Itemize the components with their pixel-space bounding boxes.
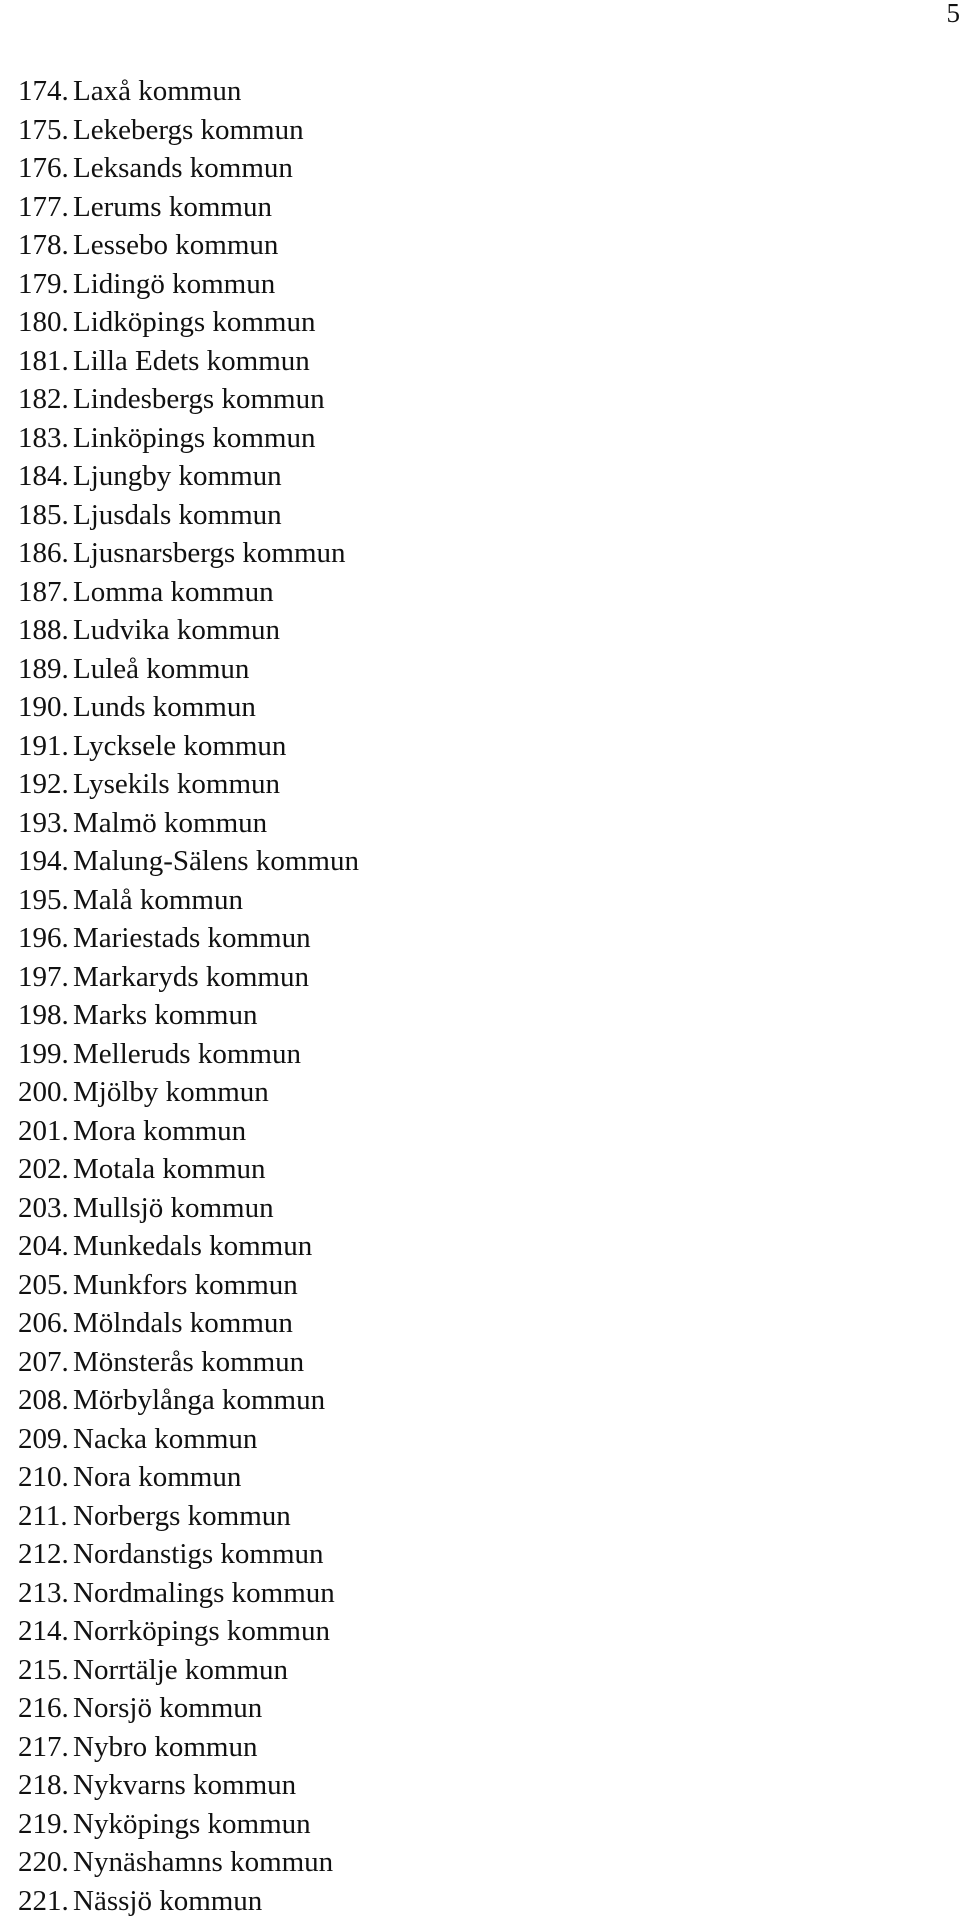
entry-number: 195.: [18, 883, 69, 916]
entry-name: Ludvika kommun: [73, 614, 281, 646]
entry-number: 220.: [18, 1846, 69, 1878]
list-item: [18, 727, 359, 766]
entry-number: 210.: [18, 1461, 69, 1493]
entry-number: 175.: [18, 113, 69, 146]
entry-number: 187.: [18, 575, 69, 608]
list-item: [18, 804, 359, 843]
entry-number: 178.: [18, 229, 69, 261]
entry-number: 202.: [18, 1153, 69, 1185]
list-item: [18, 650, 359, 689]
entry-name: Mölndals kommun: [73, 1307, 293, 1339]
list-item: [18, 419, 359, 458]
entry-name: Nora kommun: [73, 1461, 242, 1493]
list-item: [18, 111, 359, 150]
entry-number: 208.: [18, 1384, 69, 1416]
entry-name: Luleå kommun: [73, 652, 250, 685]
list-item: [18, 457, 359, 496]
entry-name: Lysekils kommun: [73, 768, 281, 800]
entry-number: 185.: [18, 498, 69, 531]
list-item: [18, 496, 359, 535]
entry-number: 211.: [18, 1499, 68, 1532]
entry-number: 192.: [18, 768, 69, 800]
entry-number: 181.: [18, 344, 69, 377]
entry-name: Malmö kommun: [73, 806, 268, 839]
entry-number: 183.: [18, 421, 69, 454]
entry-name: Laxå kommun: [73, 75, 242, 107]
list-item: [18, 1381, 359, 1420]
page-number: 5: [946, 0, 960, 28]
entry-name: Leksands kommun: [73, 152, 293, 184]
list-item: [18, 958, 359, 997]
entry-name: Malå kommun: [73, 883, 243, 916]
list-item: [18, 1227, 359, 1266]
entry-number: 219.: [18, 1807, 69, 1840]
entry-number: 174.: [18, 75, 69, 107]
entry-number: 206.: [18, 1307, 69, 1339]
entry-name: Mora kommun: [73, 1114, 247, 1147]
list-item: [18, 380, 359, 419]
entry-number: 215.: [18, 1653, 69, 1686]
entry-number: 190.: [18, 691, 69, 723]
list-item: [18, 1497, 359, 1536]
list-item: [18, 534, 359, 573]
list-item: [18, 149, 359, 188]
entry-number: 203.: [18, 1191, 69, 1224]
entry-name: Lekebergs kommun: [73, 113, 304, 146]
entry-name: Norrtälje kommun: [73, 1653, 289, 1686]
entry-name: Mariestads kommun: [73, 922, 311, 954]
entry-number: 189.: [18, 652, 69, 685]
entry-number: 198.: [18, 999, 69, 1031]
entry-name: Lidingö kommun: [73, 267, 276, 300]
list-item: [18, 919, 359, 958]
entry-name: Nybro kommun: [73, 1730, 258, 1763]
entry-name: Mullsjö kommun: [73, 1191, 274, 1224]
entry-number: 214.: [18, 1615, 69, 1647]
list-item: [18, 226, 359, 265]
list-item: [18, 996, 359, 1035]
entry-name: Lunds kommun: [73, 691, 256, 723]
list-item: [18, 1073, 359, 1112]
list-item: [18, 1035, 359, 1074]
entry-name: Mörbylånga kommun: [73, 1384, 326, 1416]
entry-name: Melleruds kommun: [73, 1037, 301, 1070]
list-item: [18, 1766, 359, 1805]
list-item: [18, 188, 359, 227]
entry-name: Nyköpings kommun: [73, 1807, 311, 1840]
entry-number: 176.: [18, 152, 69, 184]
kommun-list: [18, 72, 359, 1920]
list-item: [18, 1304, 359, 1343]
entry-name: Lilla Edets kommun: [73, 344, 310, 377]
list-item: [18, 1612, 359, 1651]
list-item: [18, 1420, 359, 1459]
entry-number: 179.: [18, 267, 69, 300]
entry-number: 218.: [18, 1769, 69, 1801]
entry-number: 184.: [18, 460, 69, 492]
entry-number: 209.: [18, 1422, 69, 1455]
entry-number: 221.: [18, 1884, 69, 1917]
entry-name: Mjölby kommun: [73, 1076, 269, 1108]
entry-name: Lomma kommun: [73, 575, 274, 608]
list-item: [18, 1266, 359, 1305]
entry-number: 204.: [18, 1230, 69, 1262]
entry-name: Markaryds kommun: [73, 960, 309, 993]
entry-number: 177.: [18, 190, 69, 223]
entry-number: 193.: [18, 806, 69, 839]
list-item: [18, 1651, 359, 1690]
entry-name: Lindesbergs kommun: [73, 383, 325, 415]
entry-name: Norbergs kommun: [73, 1499, 291, 1532]
list-item: [18, 342, 359, 381]
list-item: [18, 688, 359, 727]
entry-number: 186.: [18, 537, 69, 569]
entry-number: 191.: [18, 729, 69, 762]
entry-name: Lessebo kommun: [73, 229, 279, 261]
entry-name: Marks kommun: [73, 999, 258, 1031]
list-item: [18, 611, 359, 650]
entry-number: 194.: [18, 845, 69, 877]
entry-name: Mönsterås kommun: [73, 1345, 305, 1378]
entry-name: Ljusdals kommun: [73, 498, 282, 531]
list-item: [18, 1535, 359, 1574]
entry-number: 205.: [18, 1268, 69, 1301]
entry-name: Malung-Sälens kommun: [73, 845, 359, 877]
entry-name: Ljusnarsbergs kommun: [73, 537, 346, 569]
list-item: [18, 303, 359, 342]
entry-name: Linköpings kommun: [73, 421, 316, 454]
entry-name: Nacka kommun: [73, 1422, 258, 1455]
list-item: [18, 1189, 359, 1228]
entry-number: 197.: [18, 960, 69, 993]
entry-name: Nordanstigs kommun: [73, 1538, 324, 1570]
list-item: [18, 881, 359, 920]
entry-name: Nynäshamns kommun: [73, 1846, 334, 1878]
list-item: [18, 765, 359, 804]
entry-name: Ljungby kommun: [73, 460, 282, 492]
list-item: [18, 1458, 359, 1497]
entry-name: Nykvarns kommun: [73, 1769, 297, 1801]
entry-number: 199.: [18, 1037, 69, 1070]
list-item: [18, 1689, 359, 1728]
entry-number: 196.: [18, 922, 69, 954]
list-item: [18, 1343, 359, 1382]
entry-name: Nordmalings kommun: [73, 1576, 335, 1609]
entry-number: 217.: [18, 1730, 69, 1763]
entry-name: Munkfors kommun: [73, 1268, 298, 1301]
entry-name: Lerums kommun: [73, 190, 272, 223]
list-item: [18, 842, 359, 881]
entry-number: 216.: [18, 1692, 69, 1724]
entry-number: 207.: [18, 1345, 69, 1378]
entry-name: Norrköpings kommun: [73, 1615, 330, 1647]
list-item: [18, 573, 359, 612]
entry-number: 188.: [18, 614, 69, 646]
entry-number: 180.: [18, 306, 69, 338]
list-item: [18, 1150, 359, 1189]
list-item: [18, 1843, 359, 1882]
list-item: [18, 72, 359, 111]
entry-name: Nässjö kommun: [73, 1884, 263, 1917]
entry-name: Motala kommun: [73, 1153, 266, 1185]
list-item: [18, 265, 359, 304]
list-item: [18, 1112, 359, 1151]
entry-number: 213.: [18, 1576, 69, 1609]
entry-number: 212.: [18, 1538, 69, 1570]
entry-number: 182.: [18, 383, 69, 415]
entry-name: Norsjö kommun: [73, 1692, 263, 1724]
list-item: [18, 1574, 359, 1613]
entry-name: Lycksele kommun: [73, 729, 287, 762]
list-item: [18, 1805, 359, 1844]
entry-name: Munkedals kommun: [73, 1230, 313, 1262]
entry-number: 201.: [18, 1114, 69, 1147]
list-item: [18, 1728, 359, 1767]
list-item: [18, 1882, 359, 1920]
entry-number: 200.: [18, 1076, 69, 1108]
entry-name: Lidköpings kommun: [73, 306, 316, 338]
